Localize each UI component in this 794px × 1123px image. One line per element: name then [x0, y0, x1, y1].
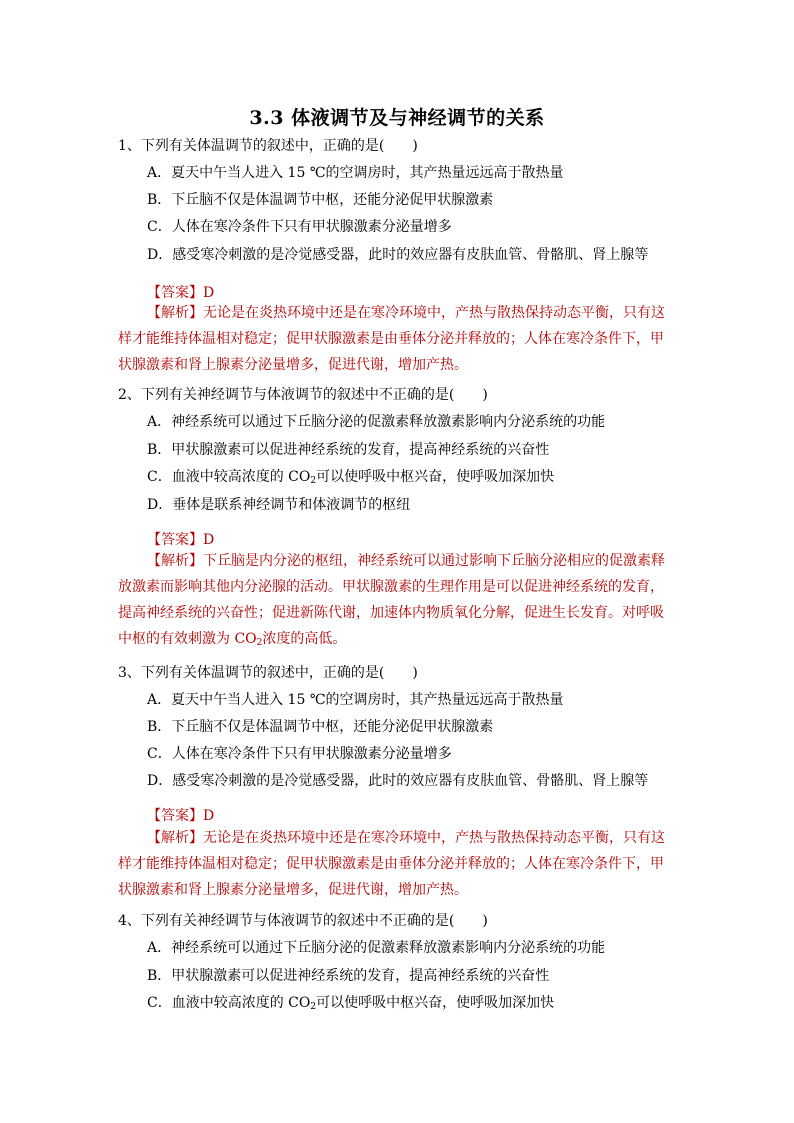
option-c-suffix: 可以使呼吸中枢兴奋，使呼吸加深加快 — [316, 469, 555, 485]
option-c-text: C．血液中较高浓度的 CO — [147, 995, 311, 1011]
analysis-text: 无论是在炎热环境中还是在寒冷环境中，产热与散热保持动态平衡，只有这样才能维持体温相对稳定；促甲状腺激素是由垂体分泌并释放的；人体在寒冷条件下，甲状腺激素和肾上腺素分泌量增多，促进代谢，增加产热。 — [118, 830, 665, 898]
question-2-answer: 【答案】D — [147, 532, 215, 548]
question-4-stem: 4、下列有关神经调节与体液调节的叙述中不正确的是( ) — [118, 913, 488, 929]
question-2-option-b: B．甲状腺激素可以促进神经系统的发育，提高神经系统的兴奋性 — [147, 442, 550, 458]
question-1-option-d: D．感受寒冷刺激的是冷觉感受器，此时的效应器有皮肤血管、骨骼肌、肾上腺等 — [147, 247, 649, 263]
question-2-stem: 2、下列有关神经调节与体液调节的叙述中不正确的是( ) — [118, 387, 488, 403]
question-1-answer: 【答案】D — [147, 285, 215, 301]
question-3-answer: 【答案】D — [147, 808, 215, 824]
question-2-option-a: A．神经系统可以通过下丘脑分泌的促激素释放激素影响内分泌系统的功能 — [147, 414, 606, 430]
question-1-stem: 1、下列有关体温调节的叙述中，正确的是( ) — [118, 138, 418, 154]
question-3-option-d: D．感受寒冷刺激的是冷觉感受器，此时的效应器有皮肤血管、骨骼肌、肾上腺等 — [147, 773, 649, 789]
subscript-2: 2 — [310, 1002, 317, 1012]
question-2-analysis — [118, 548, 676, 652]
analysis-text: 下丘脑是内分泌的枢纽，神经系统可以通过影响下丘脑分泌相应的促激素释放激素而影响其他内分泌腺的活动。甲状腺激素的生理作用是可以促进神经系统的发育，提高神经系统的兴奋性；促进新陈代谢，加速体内物质氧化分解，促进生长发育。对呼吸中枢的有效刺激为 CO — [118, 553, 665, 647]
analysis-label: 【解析】 — [147, 305, 203, 321]
analysis-label: 【解析】 — [147, 553, 203, 569]
question-3-option-a: A．夏天中午当人进入 15 ℃的空调房时，其产热量远远高于散热量 — [147, 692, 564, 708]
page-title: 3.3 体液调节及与神经调节的关系 — [249, 107, 545, 129]
question-2-option-c — [147, 467, 554, 487]
question-2-option-d: D．垂体是联系神经调节和体液调节的枢纽 — [147, 497, 411, 513]
analysis-suffix: 浓度的高低。 — [262, 631, 347, 647]
analysis-text: 无论是在炎热环境中还是在寒冷环境中，产热与散热保持动态平衡，只有这样才能维持体温相对稳定；促甲状腺激素是由垂体分泌并释放的；人体在寒冷条件下，甲状腺激素和肾上腺素分泌量增多，促进代谢，增加产热。 — [118, 305, 665, 373]
question-4-option-c — [147, 993, 554, 1013]
question-3-option-b: B．下丘脑不仅是体温调节中枢，还能分泌促甲状腺激素 — [147, 719, 494, 735]
option-c-suffix: 可以使呼吸中枢兴奋，使呼吸加深加快 — [316, 995, 555, 1011]
question-4-option-a: A．神经系统可以通过下丘脑分泌的促激素释放激素影响内分泌系统的功能 — [147, 940, 606, 956]
question-3-stem: 3、下列有关体温调节的叙述中，正确的是( ) — [118, 665, 418, 681]
question-1-option-b: B．下丘脑不仅是体温调节中枢，还能分泌促甲状腺激素 — [147, 192, 494, 208]
analysis-label: 【解析】 — [147, 830, 203, 846]
option-c-text: C．血液中较高浓度的 CO — [147, 469, 311, 485]
question-1-option-a: A．夏天中午当人进入 15 ℃的空调房时，其产热量远远高于散热量 — [147, 165, 564, 181]
question-3-option-c: C．人体在寒冷条件下只有甲状腺激素分泌量增多 — [147, 746, 452, 762]
subscript-2: 2 — [310, 476, 317, 486]
question-3-analysis — [118, 825, 676, 903]
subscript-2: 2 — [256, 638, 263, 648]
question-1-option-c: C．人体在寒冷条件下只有甲状腺激素分泌量增多 — [147, 219, 452, 235]
question-4-option-b: B．甲状腺激素可以促进神经系统的发育，提高神经系统的兴奋性 — [147, 968, 550, 984]
question-1-analysis — [118, 300, 676, 378]
